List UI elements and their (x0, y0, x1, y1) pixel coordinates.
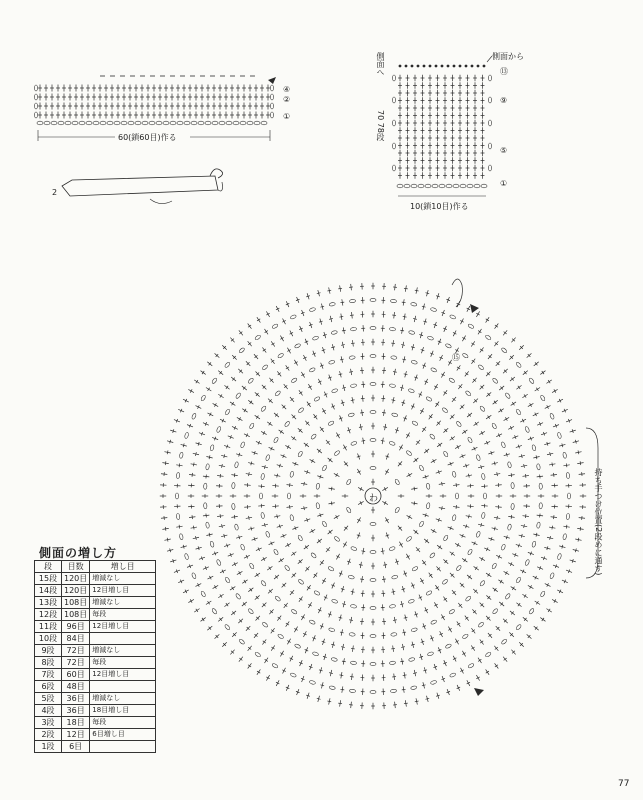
stitches-cell: 120目 (62, 573, 90, 585)
strip-row-marker-1: ① (283, 112, 291, 121)
row-cell: 9段 (35, 645, 62, 657)
side-foundation-label: 10(鎖10目)作る (410, 202, 469, 211)
increase-cell: 18目増し目 (90, 705, 156, 717)
table-row (35, 681, 156, 693)
side-from-label: 側面から (492, 52, 524, 61)
row-cell: 1段 (35, 741, 62, 753)
header-increase: 増し目 (90, 561, 156, 573)
stitches-cell: 18目 (62, 717, 90, 729)
stitches-cell: 108目 (62, 609, 90, 621)
strip-row-marker-4: ④ (283, 85, 291, 94)
table-row (35, 657, 156, 669)
strap-number-label: 2 (52, 188, 58, 197)
circle-center-label: わ (369, 494, 379, 504)
stitches-cell: 60目 (62, 669, 90, 681)
side-row-marker-1: ① (500, 179, 508, 188)
table-row (35, 597, 156, 609)
stitches-cell: 36目 (62, 693, 90, 705)
increase-table (34, 560, 156, 753)
stitches-cell: 120目 (62, 585, 90, 597)
strap-diagram (62, 169, 223, 204)
increase-cell: 増減なし (90, 597, 156, 609)
increase-cell (90, 681, 156, 693)
table-row (35, 633, 156, 645)
row-cell: 2段 (35, 729, 62, 741)
increase-table-title: 側面の増し方 (39, 546, 118, 560)
increase-cell: 12目増し目 (90, 621, 156, 633)
stitches-cell: 6目 (62, 741, 90, 753)
stitches-cell: 72目 (62, 645, 90, 657)
table-row (35, 621, 156, 633)
side-stitch-chart (393, 56, 493, 196)
row-cell: 13段 (35, 597, 62, 609)
table-row (35, 741, 156, 753)
increase-cell (90, 741, 156, 753)
increase-cell: 12目増し目 (90, 669, 156, 681)
increase-cell: 毎段 (90, 609, 156, 621)
increase-cell: 毎段 (90, 657, 156, 669)
increase-cell (90, 633, 156, 645)
increase-cell: 6目増し目 (90, 729, 156, 741)
table-row (35, 573, 156, 585)
side-row-marker-5: ⑤ (500, 146, 508, 155)
stitches-cell: 36目 (62, 705, 90, 717)
table-header-row (35, 561, 156, 573)
stitches-cell: 108目 (62, 597, 90, 609)
circle-row-marker-15: ⑮ (452, 353, 460, 362)
page-number: 77 (618, 779, 630, 789)
row-cell: 14段 (35, 585, 62, 597)
table-row (35, 717, 156, 729)
side-rows-label: 70 78段 (376, 110, 385, 141)
strip-row-marker-2: ② (283, 95, 291, 104)
header-stitches: 目数 (62, 561, 90, 573)
increase-cell: 増減なし (90, 573, 156, 585)
row-cell: 12段 (35, 609, 62, 621)
row-cell: 11段 (35, 621, 62, 633)
header-row: 段 (35, 561, 62, 573)
increase-cell: 12目増し目 (90, 585, 156, 597)
increase-cell: 毎段 (90, 717, 156, 729)
stitches-cell: 12目 (62, 729, 90, 741)
circular-stitch-chart (160, 279, 598, 709)
increase-cell: 増減なし (90, 693, 156, 705)
stitches-cell: 96目 (62, 621, 90, 633)
row-cell: 8段 (35, 657, 62, 669)
table-row (35, 729, 156, 741)
row-cell: 10段 (35, 633, 62, 645)
row-cell: 4段 (35, 705, 62, 717)
side-row-marker-9: ⑨ (500, 96, 508, 105)
strip-foundation-label: 60(鎖60目)作る (118, 133, 177, 142)
row-cell: 5段 (35, 693, 62, 705)
row-cell: 6段 (35, 681, 62, 693)
table-row (35, 585, 156, 597)
row-cell: 15段 (35, 573, 62, 585)
table-row (35, 693, 156, 705)
stitches-cell: 84目 (62, 633, 90, 645)
table-row (35, 609, 156, 621)
table-row (35, 645, 156, 657)
row-cell: 7段 (35, 669, 62, 681)
row-cell: 3段 (35, 717, 62, 729)
side-row-marker-13: ⑬ (500, 67, 508, 76)
table-row (35, 705, 156, 717)
side-to-label: 側面へ (376, 52, 385, 76)
stitches-cell: 48目 (62, 681, 90, 693)
handle-position-note: 持ち手つけ位置(2段めに通す) (594, 468, 603, 576)
stitches-cell: 72目 (62, 657, 90, 669)
increase-cell: 増減なし (90, 645, 156, 657)
table-row (35, 669, 156, 681)
